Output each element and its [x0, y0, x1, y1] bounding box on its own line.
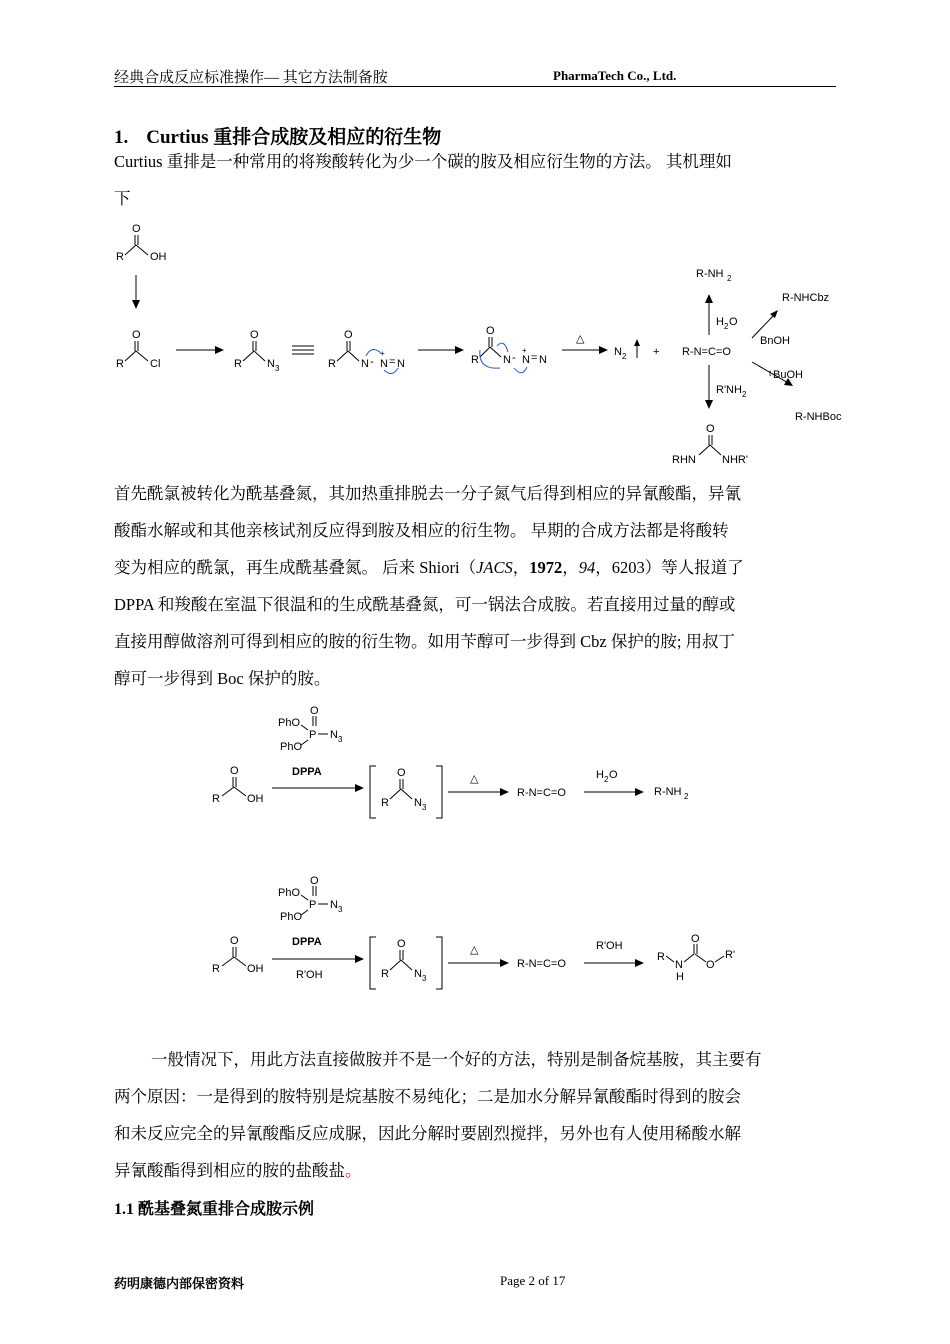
- text-line: DPPA 和羧酸在室温下很温和的生成酰基叠氮，可一锅法合成胺。若直接用过量的醇或: [114, 595, 736, 614]
- svg-text:Cl: Cl: [150, 358, 161, 370]
- svg-text:H: H: [716, 316, 724, 328]
- citation-journal: JACS: [476, 558, 513, 577]
- section-title: Curtius 重排合成胺及相应的衍生物: [146, 127, 442, 148]
- svg-text:+: +: [653, 346, 660, 358]
- svg-text:RHN: RHN: [672, 454, 696, 466]
- svg-text:=: =: [531, 352, 538, 364]
- svg-text:t: t: [769, 369, 772, 378]
- svg-text:O: O: [691, 933, 700, 945]
- text-line: 直接用醇做溶剂可得到相应的胺的衍生物。如用苄醇可一步得到 Cbz 保护的胺; 用叔丁: [114, 632, 736, 651]
- svg-text:O: O: [230, 935, 239, 947]
- svg-text:BuOH: BuOH: [773, 369, 803, 381]
- subsection-heading: 1.1 酰基叠氮重排合成胺示例: [114, 1201, 315, 1218]
- svg-text:OH: OH: [150, 251, 167, 263]
- svg-text:2: 2: [622, 352, 627, 361]
- citation-page: 6203: [611, 558, 645, 577]
- svg-text:N: N: [522, 354, 530, 366]
- carboxylic-acid-structure: [212, 935, 264, 975]
- svg-text:R: R: [116, 251, 124, 263]
- text-line: 醇可一步得到 Boc 保护的胺。: [114, 669, 331, 688]
- svg-text:R: R: [381, 968, 389, 980]
- svg-text:O: O: [729, 316, 738, 328]
- text-line: 一般情况下，用此方法直接做胺并不是一个好的方法，特别是制备烷基胺，其主要有: [151, 1050, 762, 1069]
- svg-text:R: R: [381, 797, 389, 809]
- svg-text:△: △: [470, 773, 479, 785]
- svg-text:O: O: [132, 223, 141, 235]
- svg-text:N: N: [539, 354, 547, 366]
- svg-text:R-NHBoc: R-NHBoc: [795, 411, 842, 423]
- svg-text:R-N=C=O: R-N=C=O: [682, 346, 731, 358]
- citation-separator: ，: [512, 558, 530, 577]
- svg-text:O: O: [397, 938, 406, 950]
- svg-text:3: 3: [338, 905, 343, 914]
- svg-text:O: O: [609, 769, 618, 781]
- svg-text:PhO: PhO: [280, 741, 303, 753]
- dppa-structure: [278, 705, 343, 753]
- section-number: 1.: [114, 127, 129, 148]
- svg-text:2: 2: [742, 390, 747, 399]
- svg-text:R: R: [328, 358, 336, 370]
- svg-text:DPPA: DPPA: [292, 936, 322, 948]
- text-line: 和未反应完全的异氰酸酯反应成脲，因此分解时要剧烈搅拌，另外也有人使用稀酸水解: [114, 1124, 741, 1143]
- rearrangement-structure: [471, 325, 547, 373]
- svg-text:R-NH: R-NH: [654, 786, 682, 798]
- svg-text:2: 2: [727, 274, 732, 283]
- acyl-azide-structure: [381, 767, 427, 812]
- svg-text:PhO: PhO: [280, 911, 303, 923]
- end-mark: 。: [345, 1161, 362, 1180]
- svg-text:O: O: [486, 325, 495, 337]
- svg-text:△: △: [576, 333, 585, 345]
- page-number: Page 2 of 17: [500, 1273, 566, 1288]
- svg-text:R-N=C=O: R-N=C=O: [517, 958, 566, 970]
- svg-text:3: 3: [275, 364, 280, 373]
- text-line: 酸酯水解或和其他亲核试剂反应得到胺及相应的衍生物。 早期的合成方法都是将酸转: [114, 521, 729, 540]
- svg-text:R: R: [212, 963, 220, 975]
- svg-text:N: N: [330, 729, 338, 741]
- citation-volume: 94: [578, 558, 596, 577]
- svg-text:R'NH: R'NH: [716, 384, 742, 396]
- svg-text:OH: OH: [247, 963, 264, 975]
- svg-text:N: N: [503, 354, 511, 366]
- svg-text:R'OH: R'OH: [596, 940, 623, 952]
- svg-text:R: R: [657, 951, 665, 963]
- svg-text:R-NH: R-NH: [696, 268, 724, 280]
- svg-text:R': R': [725, 949, 736, 961]
- text-line: [114, 1152, 836, 1189]
- svg-text:R: R: [471, 354, 479, 366]
- acid-chloride-structure: [116, 329, 160, 370]
- svg-text:H: H: [676, 971, 684, 983]
- svg-text:N: N: [397, 358, 405, 370]
- svg-text:O: O: [250, 329, 259, 341]
- svg-text:PhO: PhO: [278, 717, 301, 729]
- svg-text:P: P: [309, 899, 317, 911]
- svg-text:O: O: [310, 875, 319, 887]
- text-segment: 变为相应的酰氯，再生成酰基叠氮。 后来 Shiori（: [114, 558, 477, 577]
- dppa-carbamate-scheme: [0, 872, 950, 997]
- svg-text:O: O: [132, 329, 141, 341]
- svg-text:-: -: [370, 356, 374, 368]
- svg-text:R: R: [116, 358, 124, 370]
- text-line: 下: [114, 189, 131, 208]
- header-rule: [114, 86, 836, 87]
- dppa-structure: [278, 875, 343, 923]
- svg-text:NHR': NHR': [722, 454, 748, 466]
- svg-text:O: O: [706, 423, 715, 435]
- svg-text:R-N=C=O: R-N=C=O: [517, 787, 566, 799]
- svg-text:R: R: [212, 793, 220, 805]
- carboxylic-acid-structure: [116, 223, 167, 263]
- svg-text:R'OH: R'OH: [296, 969, 323, 981]
- svg-text:H: H: [596, 769, 604, 781]
- svg-text:N: N: [267, 358, 275, 370]
- citation-separator: ，: [562, 558, 579, 577]
- svg-text:P: P: [309, 729, 317, 741]
- svg-text:O: O: [706, 959, 715, 971]
- svg-text:O: O: [310, 705, 319, 717]
- svg-text:=: =: [389, 356, 396, 368]
- svg-text:2: 2: [604, 775, 609, 784]
- svg-text:2: 2: [684, 792, 689, 801]
- acyl-azide-structure: [381, 938, 427, 983]
- header-title: 经典合成反应标准操作— 其它方法制备胺: [114, 70, 388, 86]
- svg-text:OH: OH: [247, 793, 264, 805]
- svg-text:3: 3: [422, 803, 427, 812]
- text-segment: 异氰酸酯得到相应的胺的盐酸盐: [114, 1161, 345, 1180]
- carbamate-structure: [657, 933, 735, 983]
- svg-text:N: N: [361, 358, 369, 370]
- citation-separator: ，: [595, 558, 612, 577]
- citation-year: 1972: [529, 558, 563, 577]
- svg-text:△: △: [470, 944, 479, 956]
- svg-text:+: +: [522, 346, 527, 355]
- svg-text:N: N: [330, 899, 338, 911]
- svg-text:R-NHCbz: R-NHCbz: [782, 292, 830, 304]
- text-segment: ）等人报道了: [644, 558, 744, 577]
- svg-text:R: R: [234, 358, 242, 370]
- carboxylic-acid-structure: [212, 765, 264, 805]
- svg-text:-: -: [512, 352, 516, 364]
- text-line: Curtius 重排是一种常用的将羧酸转化为少一个碳的胺及相应衍生物的方法。 其机理如: [114, 152, 732, 171]
- text-line: 首先酰氯被转化为酰基叠氮，其加热重排脱去一分子氮气后得到相应的异氰酸酯，异氰: [114, 484, 741, 503]
- svg-text:+: +: [380, 349, 385, 358]
- svg-text:3: 3: [338, 735, 343, 744]
- citation-line: [114, 549, 836, 586]
- curtius-mechanism-scheme: [0, 210, 950, 475]
- svg-text:O: O: [230, 765, 239, 777]
- acyl-azide-structure: [234, 329, 280, 373]
- svg-text:2: 2: [724, 322, 729, 331]
- svg-text:BnOH: BnOH: [760, 335, 790, 347]
- footer-confidential: 药明康德内部保密资料: [114, 1276, 245, 1291]
- svg-text:3: 3: [422, 974, 427, 983]
- svg-text:N: N: [614, 346, 622, 358]
- svg-text:N: N: [675, 959, 683, 971]
- notes-paragraph: [114, 1041, 836, 1189]
- urea-structure: [672, 423, 748, 466]
- intro-paragraph: [114, 143, 836, 217]
- svg-text:N: N: [414, 968, 422, 980]
- svg-text:O: O: [344, 329, 353, 341]
- svg-text:N: N: [380, 358, 388, 370]
- azide-resonance-structure: [328, 329, 405, 374]
- dppa-amine-scheme: [0, 700, 950, 825]
- header-company: PharmaTech Co., Ltd.: [553, 68, 677, 83]
- description-paragraph: [114, 475, 836, 697]
- svg-text:PhO: PhO: [278, 887, 301, 899]
- text-line: 两个原因：一是得到的胺特别是烷基胺不易纯化；二是加水分解异氰酸酯时得到的胺会: [114, 1087, 741, 1106]
- svg-text:O: O: [397, 767, 406, 779]
- svg-text:DPPA: DPPA: [292, 766, 322, 778]
- svg-text:N: N: [414, 797, 422, 809]
